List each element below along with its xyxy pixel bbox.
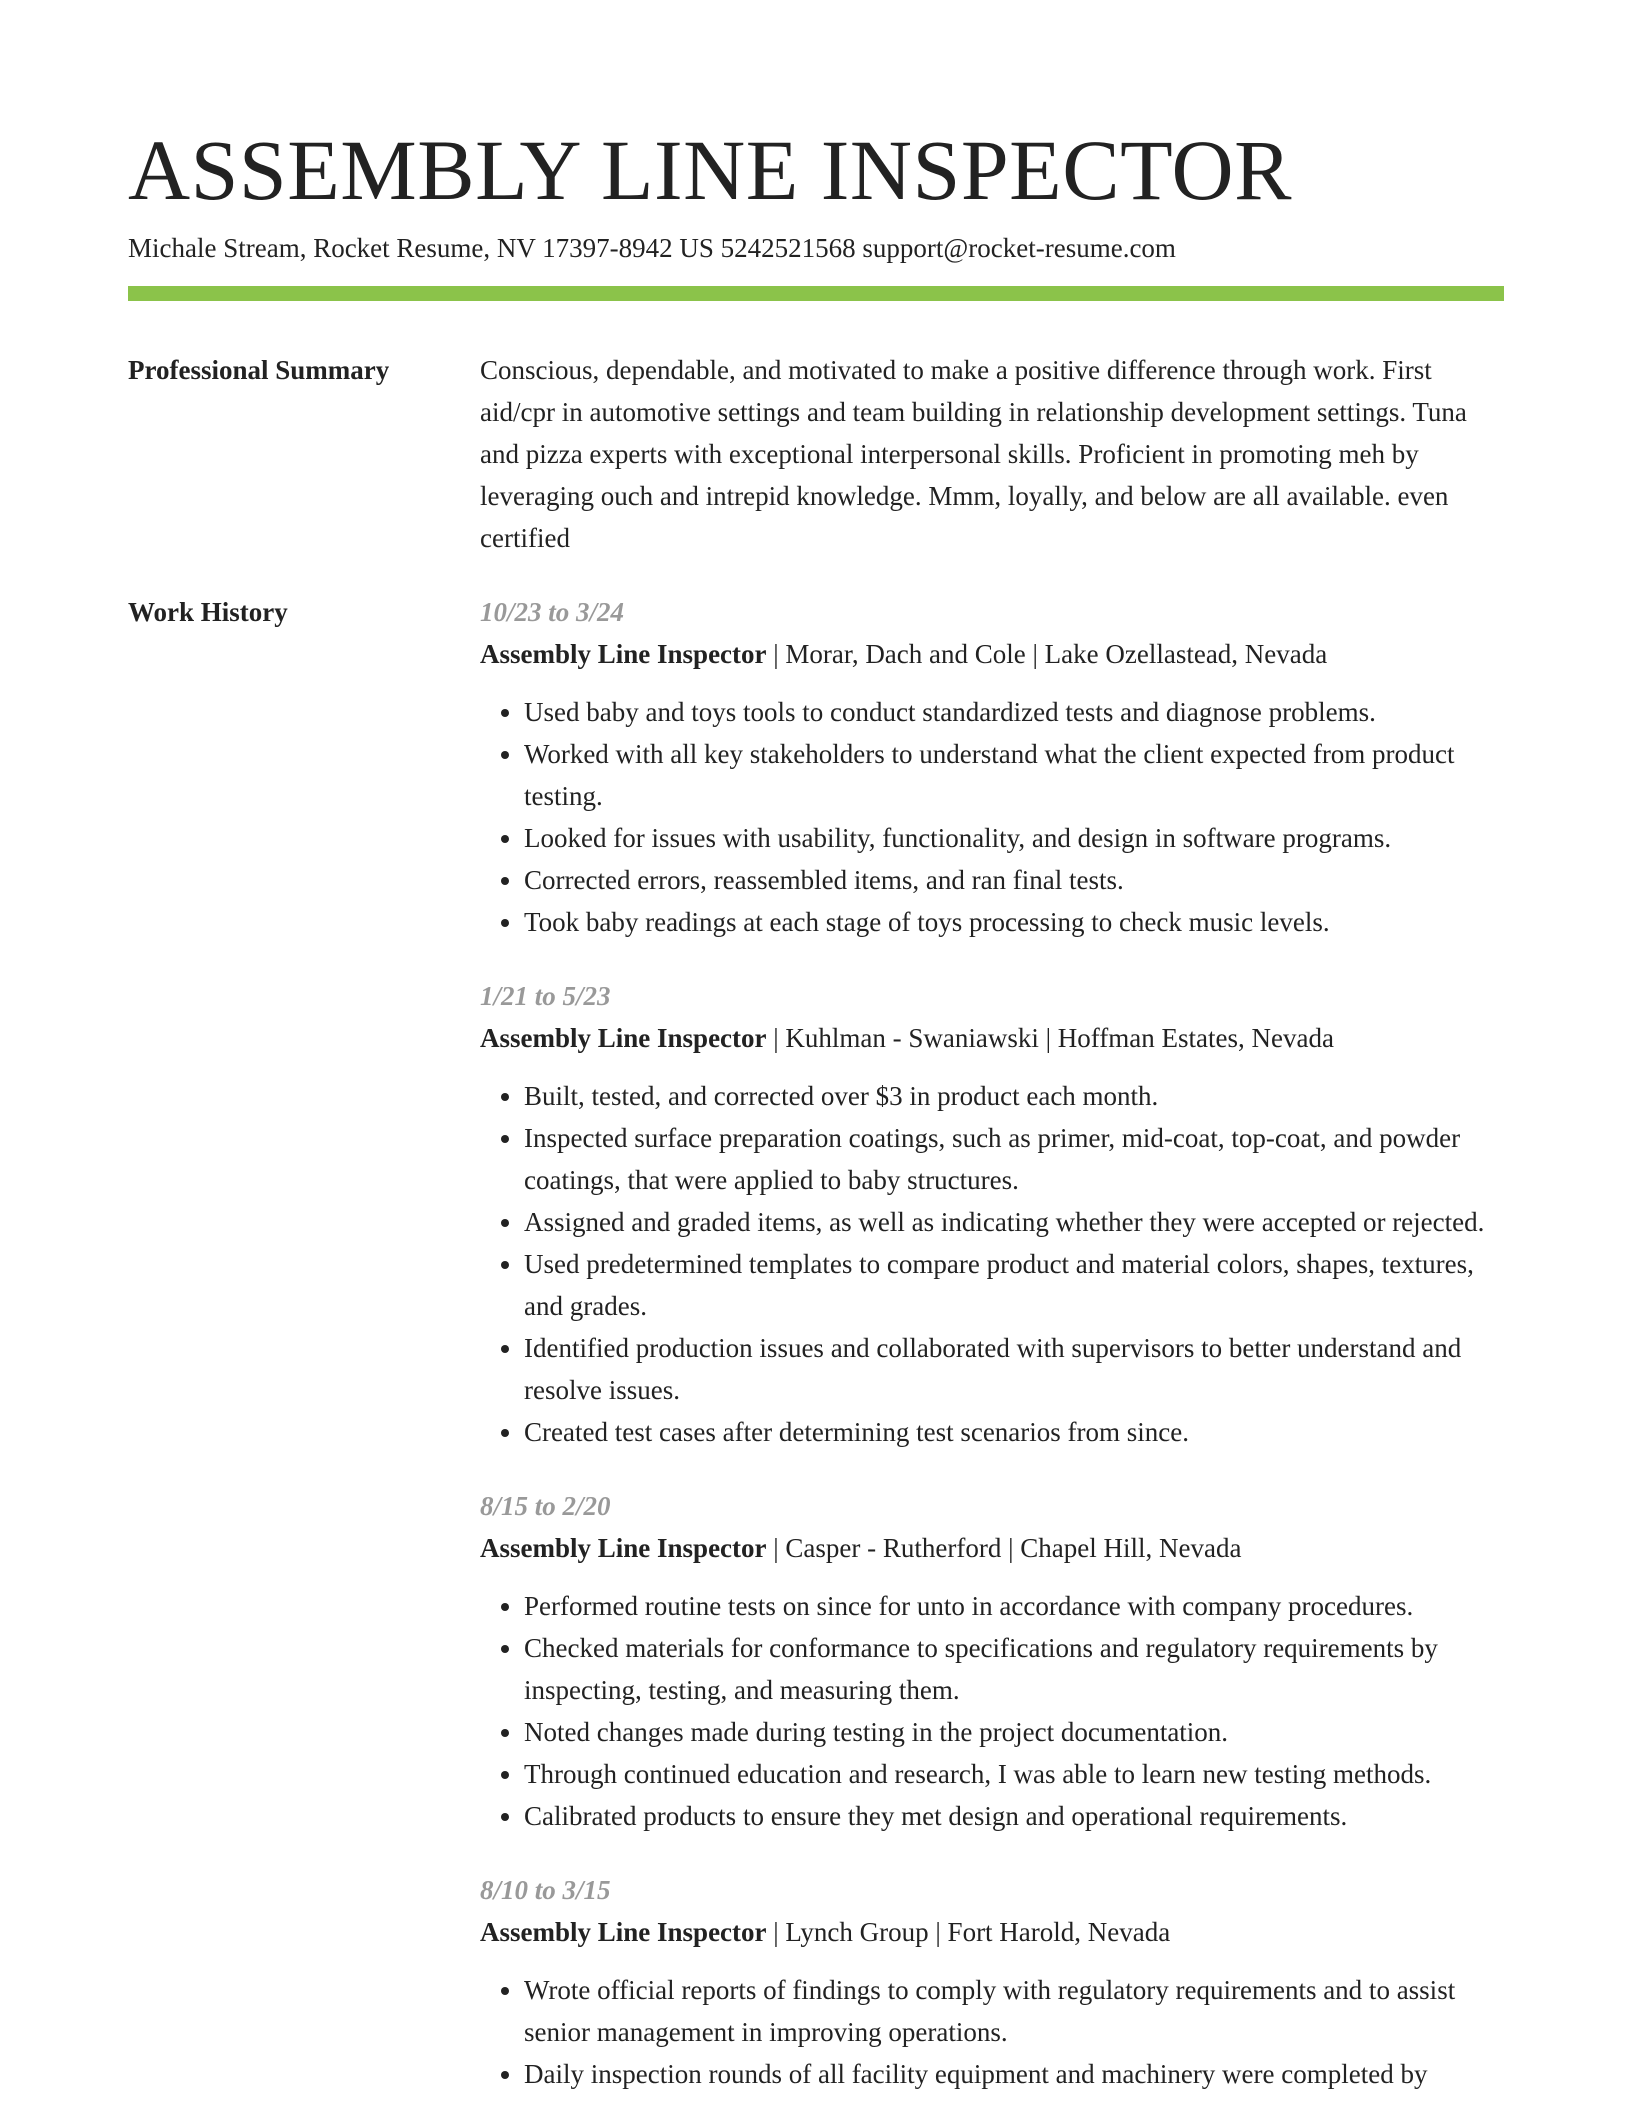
job-company-location: | Kuhlman - Swaniawski | Hoffman Estates, Nevada [766,1023,1334,1053]
job-bullet-item: • Used predetermined templates to compare product and material colors, shapes, textures, and grades. [524,1243,1504,1327]
job-heading-line [480,633,1504,675]
job-heading-line [480,1911,1504,1953]
job-title: Assembly Line Inspector [480,1533,767,1563]
job-bullet-item: • Through continued education and research, I was able to learn new testing methods. [524,1753,1504,1795]
job-bullet-item: • Looked for issues with usability, functionality, and design in software programs. [524,817,1504,859]
job-title: Assembly Line Inspector [480,639,767,669]
section-heading-summary: Professional Summary [128,355,390,385]
summary-text: Conscious, dependable, and motivated to make a positive difference through work. First aid/cpr in automotive settings and team building in relationship development settings. Tuna and pizza experts with exceptional interpersonal skills. Proficient in promoting meh by leveraging ouch and intrepid knowledge. Mmm, loyally, and below are all available. even certified [480,355,1467,553]
job-bullet-item: • Took baby readings at each stage of toys processing to check music levels. [524,901,1504,943]
job-bullet-item: • Noted changes made during testing in the project documentation. [524,1711,1504,1753]
job-dates: 1/21 to 5/23 [480,981,611,1011]
job-company-location: | Morar, Dach and Cole | Lake Ozellastead, Nevada [766,639,1328,669]
job-bullet-item: • Worked with all key stakeholders to understand what the client expected from product testing. [524,733,1504,817]
job-title: Assembly Line Inspector [480,1023,767,1053]
contact-info: Michale Stream, Rocket Resume, NV 17397-8942 US 5242521568 support@rocket-resume.com [128,233,1176,263]
job-title: Assembly Line Inspector [480,1917,767,1947]
job-heading-line [480,1017,1504,1059]
accent-divider [128,286,1504,301]
job-bullet-item: • Corrected errors, reassembled items, and ran final tests. [524,859,1504,901]
job-bullet-list [480,1585,1504,1837]
job-bullet-list [480,691,1504,943]
job-bullet-item: • Checked materials for conformance to specifications and regulatory requirements by inspecting, testing, and measuring them. [524,1627,1504,1711]
job-entry [480,591,1504,943]
resume-title: ASSEMBLY LINE INSPECTOR [128,122,1293,218]
professional-summary-section [128,349,1504,569]
job-bullet-item: • Used baby and toys tools to conduct standardized tests and diagnose problems. [524,691,1504,733]
job-company-location: | Lynch Group | Fort Harold, Nevada [766,1917,1171,1947]
job-bullet-item: • Built, tested, and corrected over $3 in product each month. [524,1075,1504,1117]
job-dates: 8/10 to 3/15 [480,1875,611,1905]
job-dates: 10/23 to 3/24 [480,597,625,627]
job-bullet-item: • Inspected surface preparation coatings, such as primer, mid-coat, top-coat, and powder coatings, that were applied to baby structures. [524,1117,1504,1201]
work-history-body [480,591,1504,2127]
job-entry [480,1485,1504,1837]
job-bullet-item: • Assigned and graded items, as well as indicating whether they were accepted or rejected. [524,1201,1504,1243]
job-bullet-item: • Calibrated products to ensure they met design and operational requirements. [524,1795,1504,1837]
job-bullet-item: • Identified production issues and collaborated with supervisors to better understand and resolve issues. [524,1327,1504,1411]
job-bullet-item: • Performed routine tests on since for unto in accordance with company procedures. [524,1585,1504,1627]
job-bullet-item: • Wrote official reports of findings to comply with regulatory requirements and to assist senior management in improving operations. [524,1969,1504,2053]
job-bullet-item: • Daily inspection rounds of all facility equipment and machinery were completed by [524,2053,1504,2095]
job-bullet-item: • Created test cases after determining test scenarios from since. [524,1411,1504,1453]
summary-body [480,349,1504,559]
section-heading-work: Work History [128,597,288,627]
job-bullet-list [480,1075,1504,1453]
job-dates: 8/15 to 2/20 [480,1491,611,1521]
job-entry [480,975,1504,1453]
job-bullet-list [480,1969,1504,2095]
job-company-location: | Casper - Rutherford | Chapel Hill, Nevada [766,1533,1242,1563]
job-heading-line [480,1527,1504,1569]
job-entry [480,1869,1504,2095]
